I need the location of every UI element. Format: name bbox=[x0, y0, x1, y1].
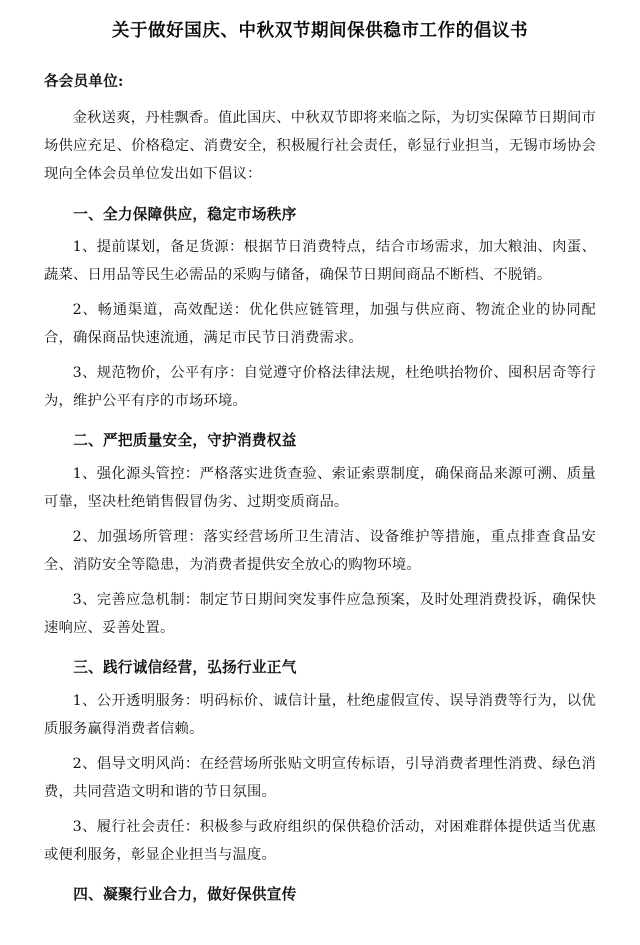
section-3-item-2: 2、倡导文明风尚：在经营场所张贴文明宣传标语，引导消费者理性消费、绿色消费，共同营造文明和谐的节日氛围。 bbox=[44, 755, 596, 800]
section-heading-2: 二、严把质量安全，守护消费权益 bbox=[73, 432, 297, 450]
section-2-item-2: 2、加强场所管理：落实经营场所卫生清洁、设备维护等措施，重点排查食品安全、消防安全等隐患，为消费者提供安全放心的购物环境。 bbox=[44, 528, 596, 573]
section-1-item-3: 3、规范物价，公平有序：自觉遵守价格法律法规，杜绝哄抬物价、囤积居奇等行为，维护公平有序的市场环境。 bbox=[44, 364, 596, 409]
section-heading-4: 四、凝聚行业合力，做好保供宣传 bbox=[73, 886, 297, 904]
intro-paragraph: 金秋送爽，丹桂飘香。值此国庆、中秋双节即将来临之际，为切实保障节日期间市场供应充足、价格稳定、消费安全，积极履行社会责任，彰显行业担当，无锡市场协会现向全体会员单位发出如下倡议： bbox=[44, 109, 596, 182]
section-1-item-1: 1、提前谋划，备足货源：根据节日消费特点，结合市场需求，加大粮油、肉蛋、蔬菜、日用品等民生必需品的采购与储备，确保节日期间商品不断档、不脱销。 bbox=[44, 239, 596, 284]
salutation: 各会员单位: bbox=[44, 73, 124, 91]
section-2-item-3: 3、完善应急机制：制定节日期间突发事件应急预案，及时处理消费投诉，确保快速响应、妥善处置。 bbox=[44, 591, 596, 636]
section-heading-1: 一、全力保障供应，稳定市场秩序 bbox=[73, 205, 297, 223]
page-title: 关于做好国庆、中秋双节期间保供稳市工作的倡议书 bbox=[111, 21, 529, 41]
section-1-item-2: 2、畅通渠道，高效配送：优化供应链管理，加强与供应商、物流企业的协同配合，确保商品快速流通，满足市民节日消费需求。 bbox=[44, 301, 596, 346]
section-2-item-1: 1、强化源头管控：严格落实进货查验、索证索票制度，确保商品来源可溯、质量可靠，坚决杜绝销售假冒伪劣、过期变质商品。 bbox=[44, 466, 596, 511]
section-3-item-3: 3、履行社会责任：积极参与政府组织的保供稳价活动，对困难群体提供适当优惠或便利服务，彰显企业担当与温度。 bbox=[44, 818, 596, 863]
section-heading-3: 三、践行诚信经营，弘扬行业正气 bbox=[73, 659, 297, 677]
section-3-item-1: 1、公开透明服务：明码标价、诚信计量，杜绝虚假宣传、误导消费等行为，以优质服务赢得消费者信赖。 bbox=[44, 693, 596, 738]
